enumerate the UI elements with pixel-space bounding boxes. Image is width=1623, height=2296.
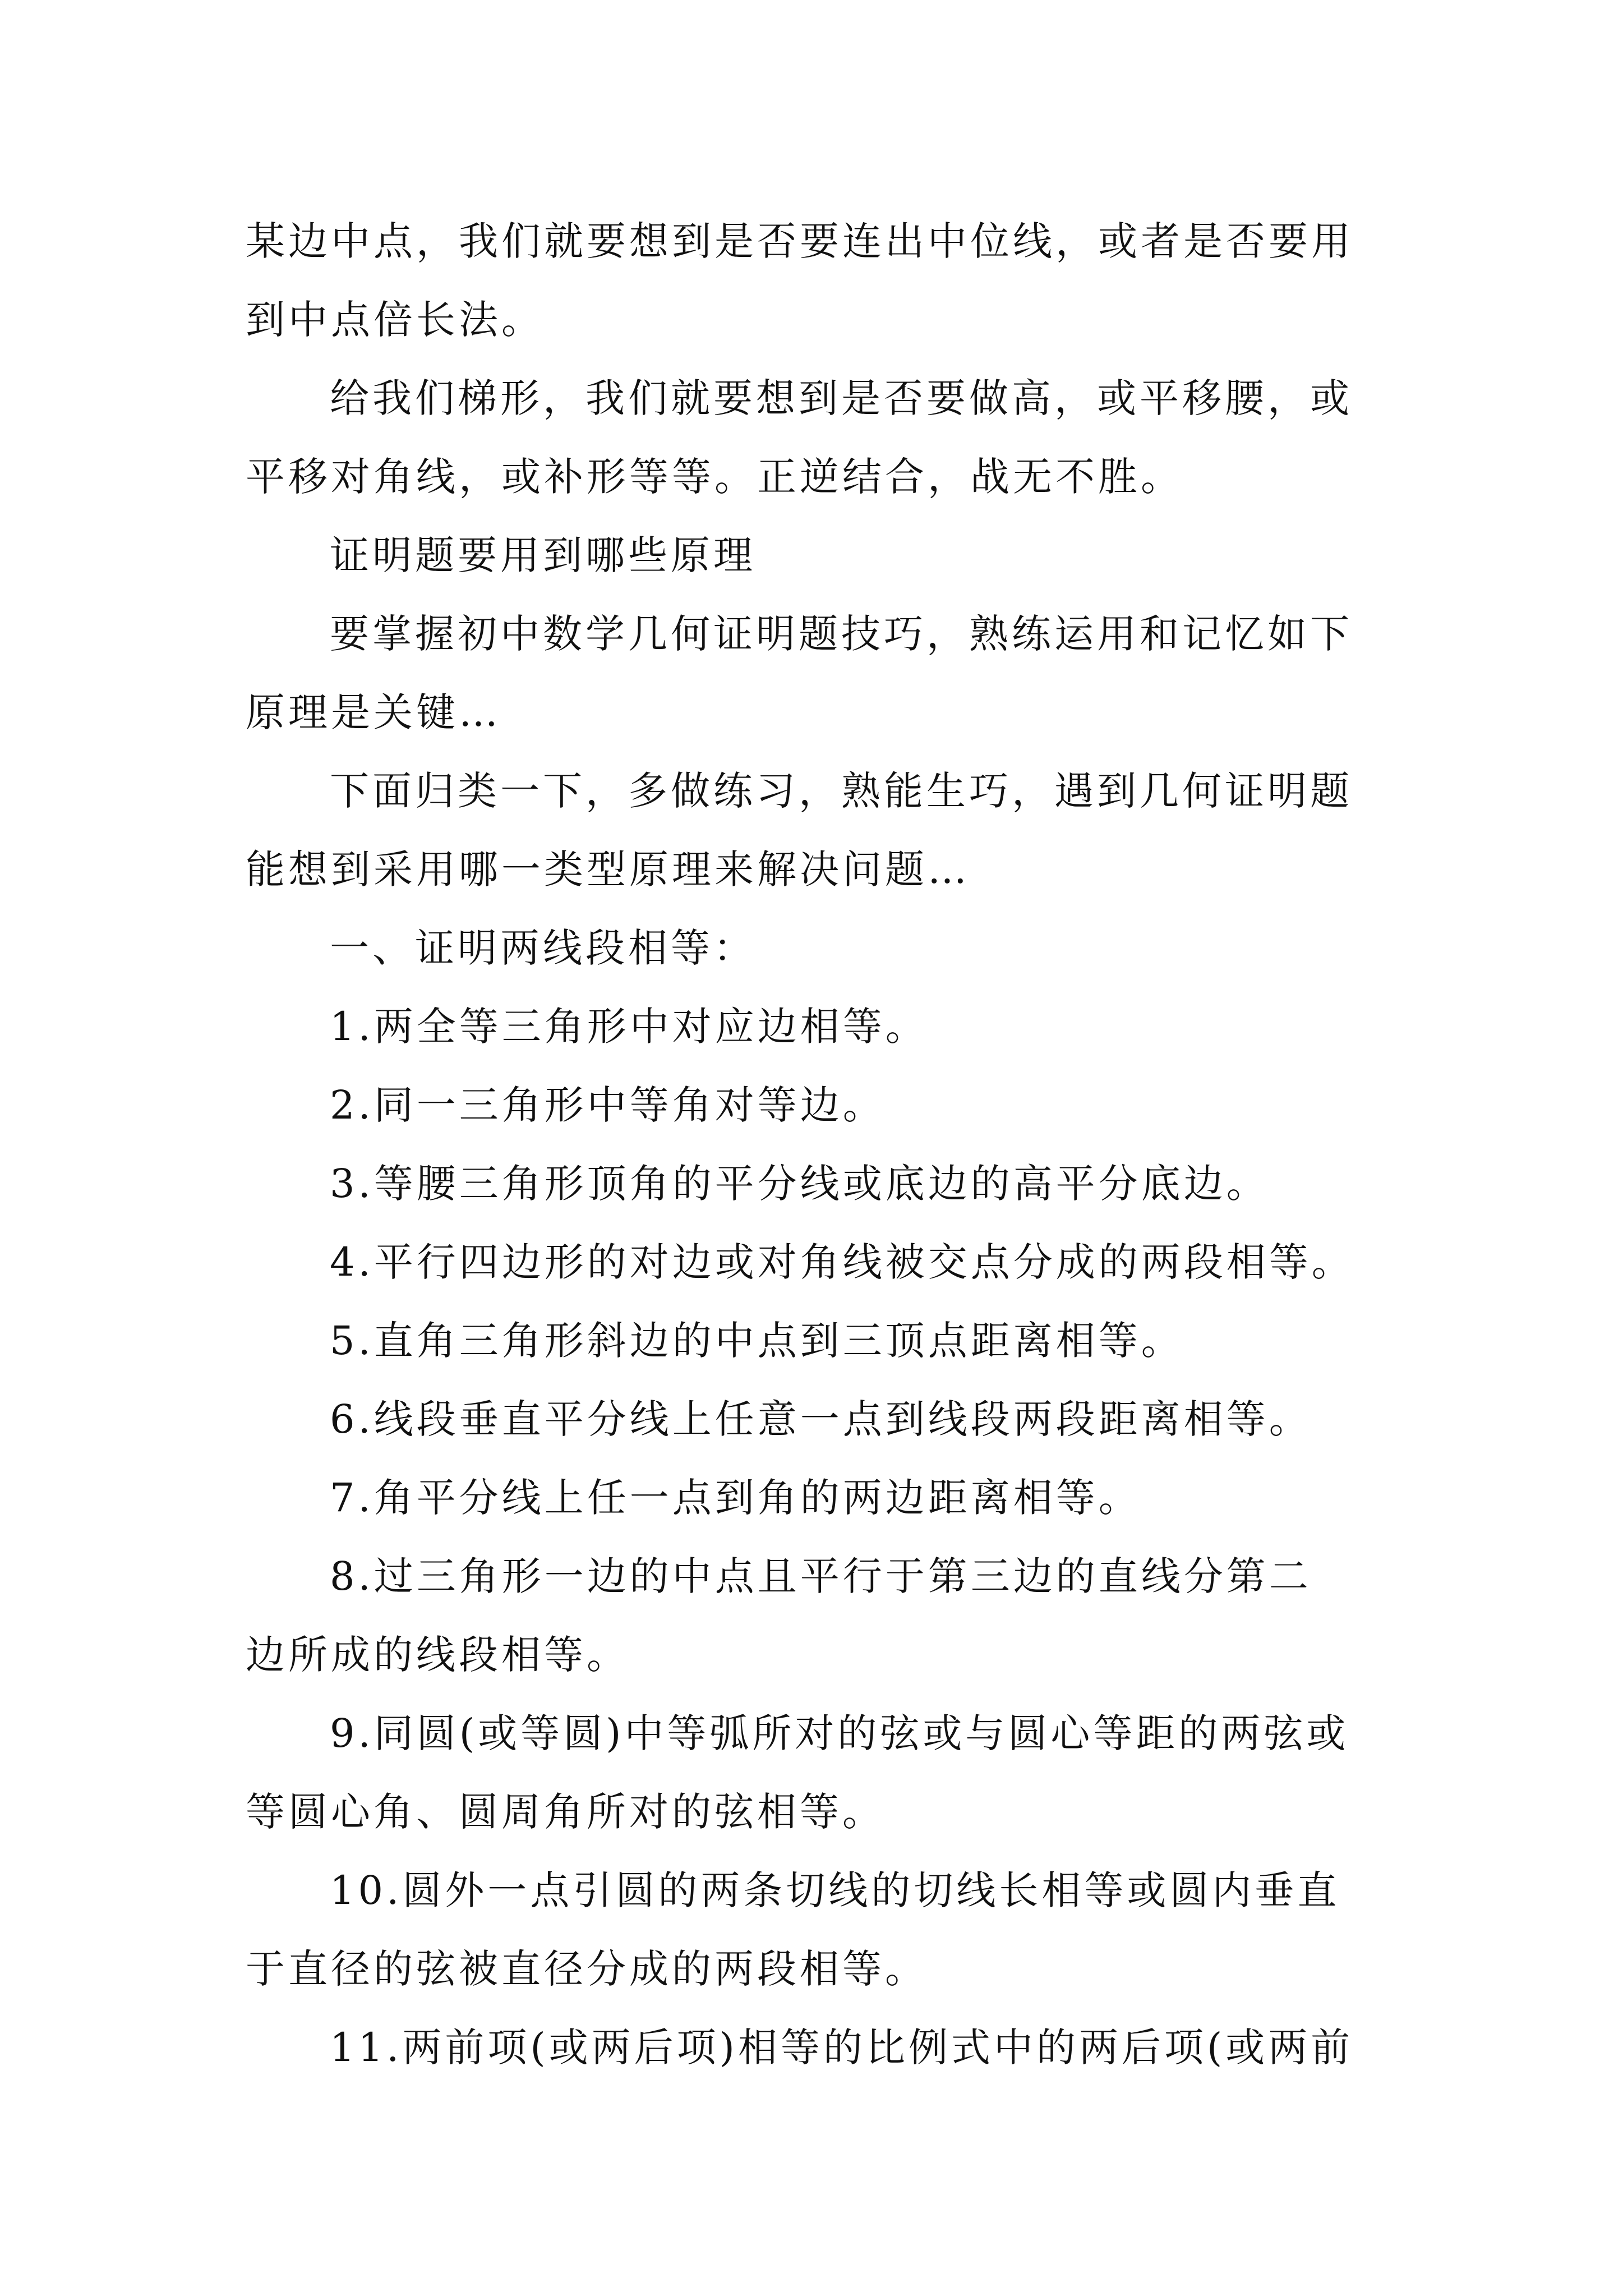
text-line: 10.圆外一点引圆的两条切线的切线长相等或圆内垂直 (330, 1867, 1340, 1913)
text-line: 3.等腰三角形顶角的平分线或底边的高平分底边。 (330, 1161, 1269, 1207)
text-line: 11.两前项(或两后项)相等的比例式中的两后项(或两前 (330, 2024, 1354, 2070)
text-line: 某边中点，我们就要想到是否要连出中位线，或者是否要用 (246, 218, 1354, 264)
document-body (246, 202, 1412, 2087)
text-line: 1.两全等三角形中对应边相等。 (330, 1004, 928, 1050)
text-line: 2.同一三角形中等角对等边。 (330, 1082, 886, 1128)
text-line: 下面归类一下，多做练习，熟能生巧，遇到几何证明题 (330, 768, 1353, 814)
text-line: 平移对角线，或补形等等。正逆结合，战无不胜。 (246, 454, 1183, 500)
text-line: 于直径的弦被直径分成的两段相等。 (246, 1946, 928, 1992)
text-line: 原理是关键… (246, 689, 501, 735)
text-line: 到中点倍长法。 (246, 297, 544, 343)
text-line: 8.过三角形一边的中点且平行于第三边的直线分第二 (330, 1553, 1312, 1599)
text-line: 边所成的线段相等。 (246, 1632, 629, 1678)
text-line: 证明题要用到哪些原理 (330, 532, 756, 578)
text-line: 等圆心角、圆周角所对的弦相等。 (246, 1789, 885, 1835)
text-line: 一、证明两线段相等： (330, 925, 756, 971)
text-line: 7.角平分线上任一点到角的两边距离相等。 (330, 1475, 1141, 1521)
text-line: 6.线段垂直平分线上任意一点到线段两段距离相等。 (330, 1396, 1312, 1442)
text-line: 5.直角三角形斜边的中点到三顶点距离相等。 (330, 1318, 1184, 1364)
text-line: 能想到采用哪一类型原理来解决问题… (246, 846, 970, 892)
text-line: 9.同圆(或等圆)中等弧所对的弦或与圆心等距的两弦或 (330, 1710, 1349, 1756)
text-line: 给我们梯形，我们就要想到是否要做高，或平移腰，或 (330, 375, 1353, 421)
text-line: 4.平行四边形的对边或对角线被交点分成的两段相等。 (330, 1239, 1354, 1285)
text-line: 要掌握初中数学几何证明题技巧，熟练运用和记忆如下 (330, 611, 1353, 657)
